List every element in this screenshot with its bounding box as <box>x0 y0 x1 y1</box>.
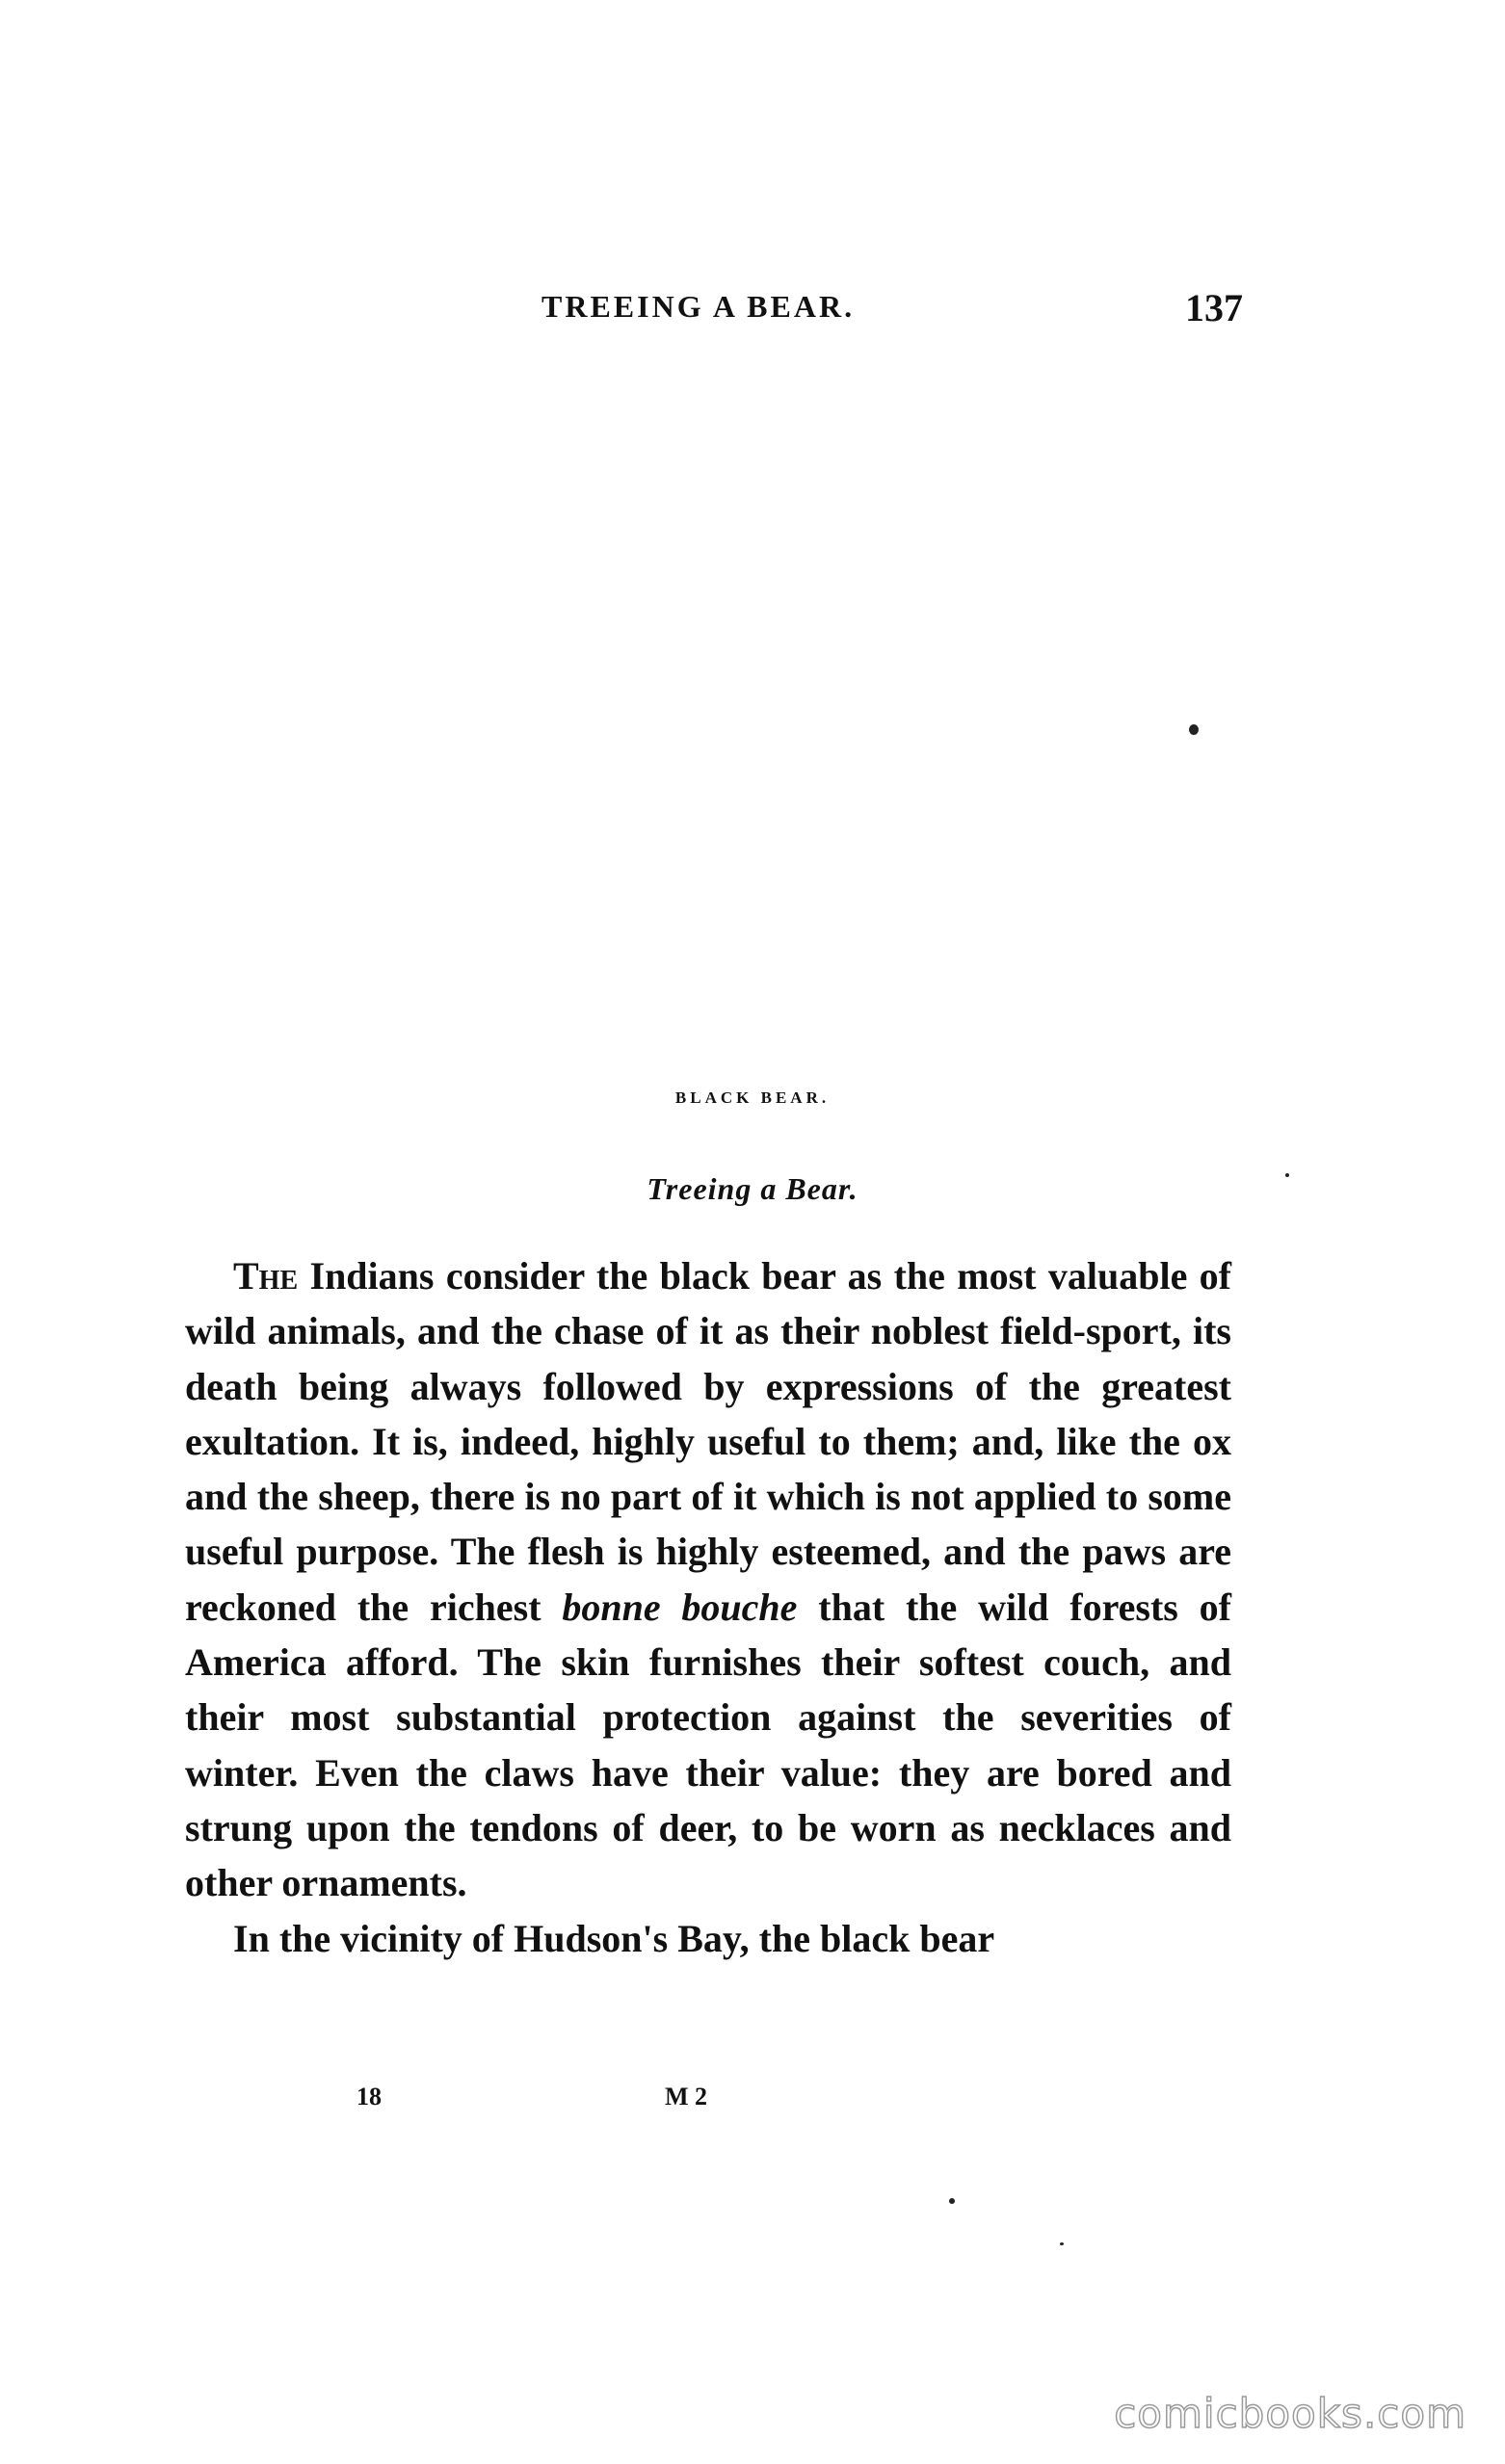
running-head <box>183 286 1243 337</box>
running-title: TREEING A BEAR. <box>541 289 856 324</box>
ink-speck <box>1189 724 1199 735</box>
body-text <box>185 1248 1231 1966</box>
italic-phrase: bonne bouche <box>562 1585 798 1629</box>
paragraph-text: Indians consider the black bear as the most valuable of wild animals, and the chase of it as their noblest field-sport, its death being always followed by expressions of the greatest exultation. It is, indeed, highly useful to them; and, like the ox and the sheep, there is no part of it which is not applied to some useful purpose. The flesh is highly esteemed, and the paws are reckoned the richest <box>185 1254 1231 1629</box>
paragraph-lead-word: The <box>233 1254 299 1298</box>
watermark: comicbooks.com <box>1114 2390 1466 2437</box>
paragraph: In the vicinity of Hudson's Bay, the black bear <box>233 1916 995 1960</box>
signature-mark-left: 18 <box>356 2083 382 2110</box>
page-number: 137 <box>1185 286 1243 329</box>
ink-speck <box>949 2198 955 2204</box>
paragraph <box>185 1248 1231 1911</box>
paragraph-text: that the wild forests of America afford. The skin furnishes their softest couch, and their most substantial protection against the severities of winter. Even the claws have their value: they are bored and strung upon the tendons of deer, to be worn as necklaces and other ornaments. <box>185 1585 1231 1905</box>
signature-mark-right: M 2 <box>665 2083 708 2110</box>
illustration-caption: BLACK BEAR. <box>674 1088 831 1107</box>
section-heading: Treeing a Bear. <box>647 1171 858 1206</box>
ink-speck <box>1060 2242 1064 2245</box>
